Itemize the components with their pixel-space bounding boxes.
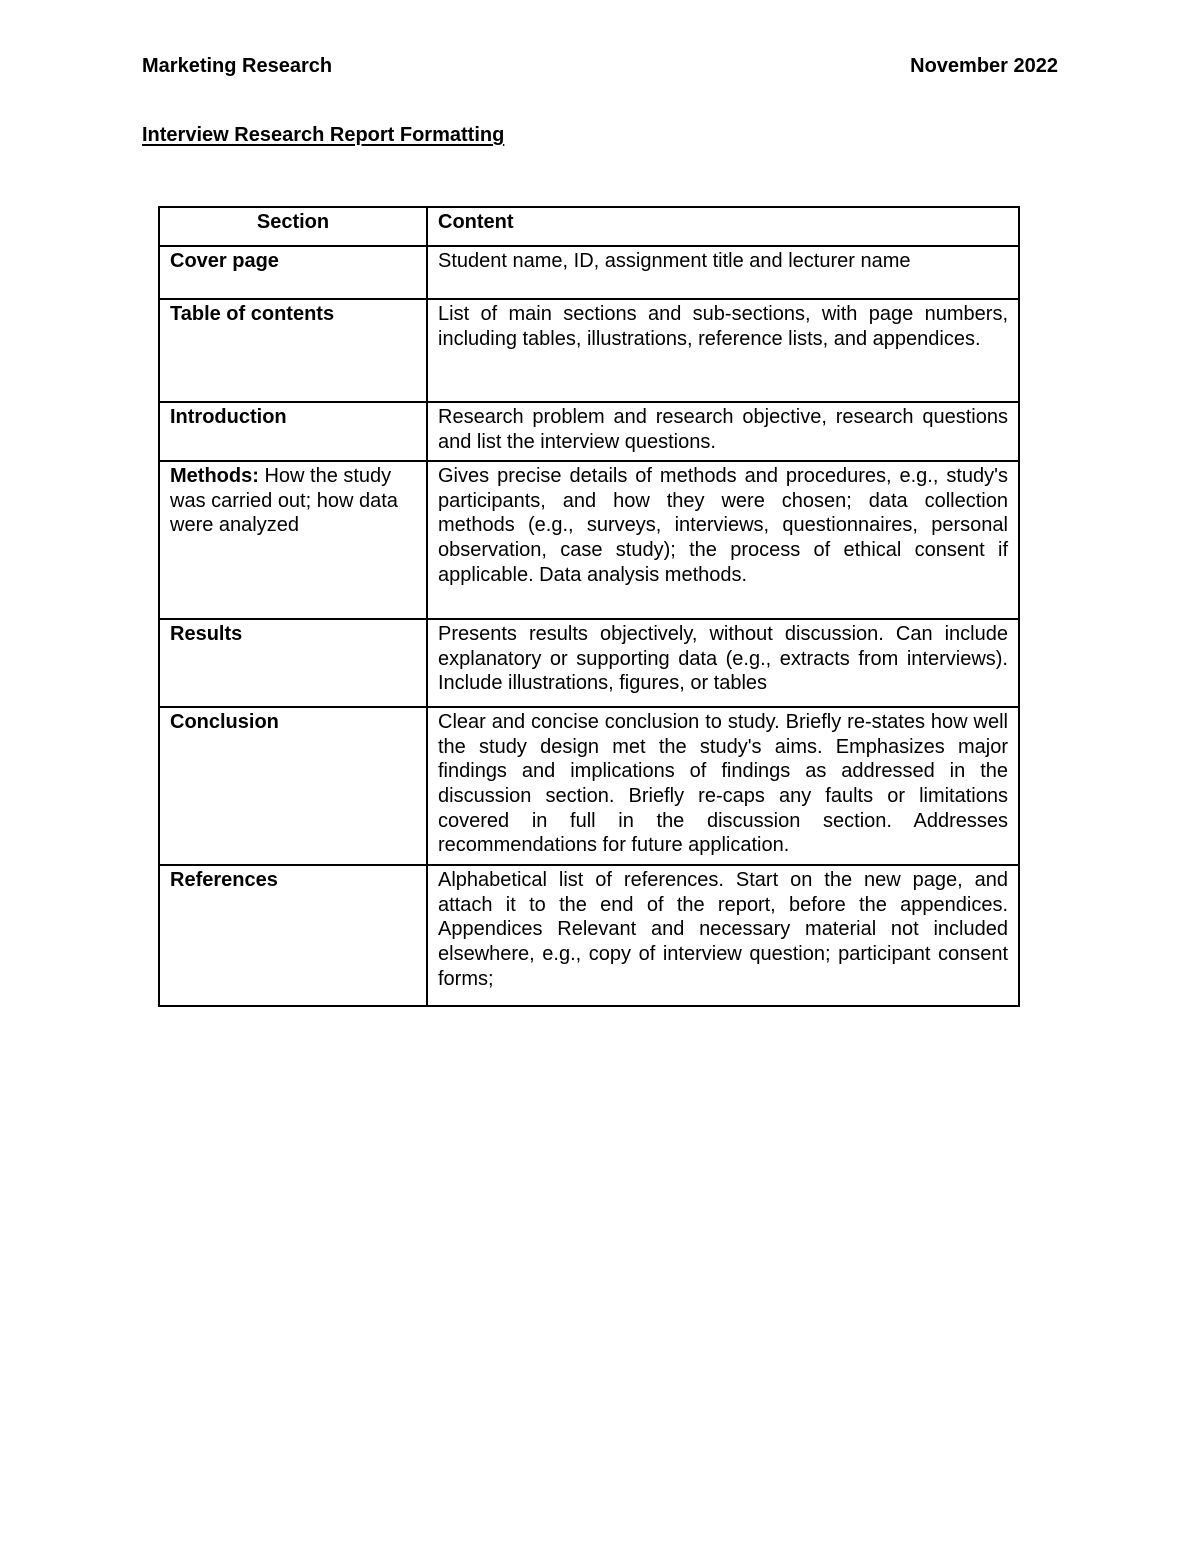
table-row [159, 299, 1019, 402]
section-cell [159, 865, 427, 1006]
section-cell [159, 299, 427, 402]
table-row [159, 707, 1019, 865]
section-name: Introduction [170, 406, 287, 428]
content-cell: Student name, ID, assignment title and lecturer name [427, 246, 1019, 299]
section-name: Cover page [170, 250, 279, 272]
content-cell: Alphabetical list of references. Start on the new page, and attach it to the end of the report, before the appendices. Appendices Relevant and necessary material not included elsewhere, e.g., copy of interview question; participant consent forms; [427, 865, 1019, 1006]
report-format-table [158, 206, 1020, 1007]
page-header [142, 54, 1058, 78]
course-name: Marketing Research [142, 55, 333, 77]
column-header-content: Content [427, 207, 1019, 246]
content-cell: Clear and concise conclusion to study. Briefly re-states how well the study design met the study's aims. Emphasizes major findings and implications of findings as addressed in the discussion section. Briefly re-caps any faults or limitations covered in full in the discussion section. Addresses recommendations for future application. [427, 707, 1019, 865]
document-date: November 2022 [910, 55, 1058, 77]
section-cell [159, 246, 427, 299]
section-cell [159, 461, 427, 619]
table-row [159, 619, 1019, 707]
table-header-row [159, 207, 1019, 246]
section-name: Methods: [170, 465, 259, 488]
section-cell [159, 707, 427, 865]
section-name: Conclusion [170, 711, 279, 734]
content-cell: Research problem and research objective, research questions and list the interview questions. [427, 402, 1019, 461]
section-name: Table of contents [170, 303, 335, 325]
section-name: References [170, 869, 278, 892]
document-title: Interview Research Report Formatting [142, 124, 505, 146]
table-row [159, 865, 1019, 1006]
table-row [159, 402, 1019, 461]
section-name: Results [170, 623, 243, 646]
content-cell: Gives precise details of methods and procedures, e.g., study's participants, and how they were chosen; data collection methods (e.g., surveys, interviews, questionnaires, personal observation, case study); the process of ethical consent if applicable. Data analysis methods. [427, 461, 1019, 619]
section-cell [159, 619, 427, 707]
content-cell: Presents results objectively, without discussion. Can include explanatory or supporting data (e.g., extracts from interviews). Include illustrations, figures, or tables [427, 619, 1019, 707]
section-cell [159, 402, 427, 461]
content-cell: List of main sections and sub-sections, with page numbers, including tables, illustrations, reference lists, and appendices. [427, 299, 1019, 402]
section-description: How the study was carried out; how data were analyzed [170, 465, 398, 537]
table-row [159, 246, 1019, 299]
report-format-table-wrapper [158, 206, 1018, 1007]
column-header-section: Section [159, 207, 427, 246]
table-row [159, 461, 1019, 619]
